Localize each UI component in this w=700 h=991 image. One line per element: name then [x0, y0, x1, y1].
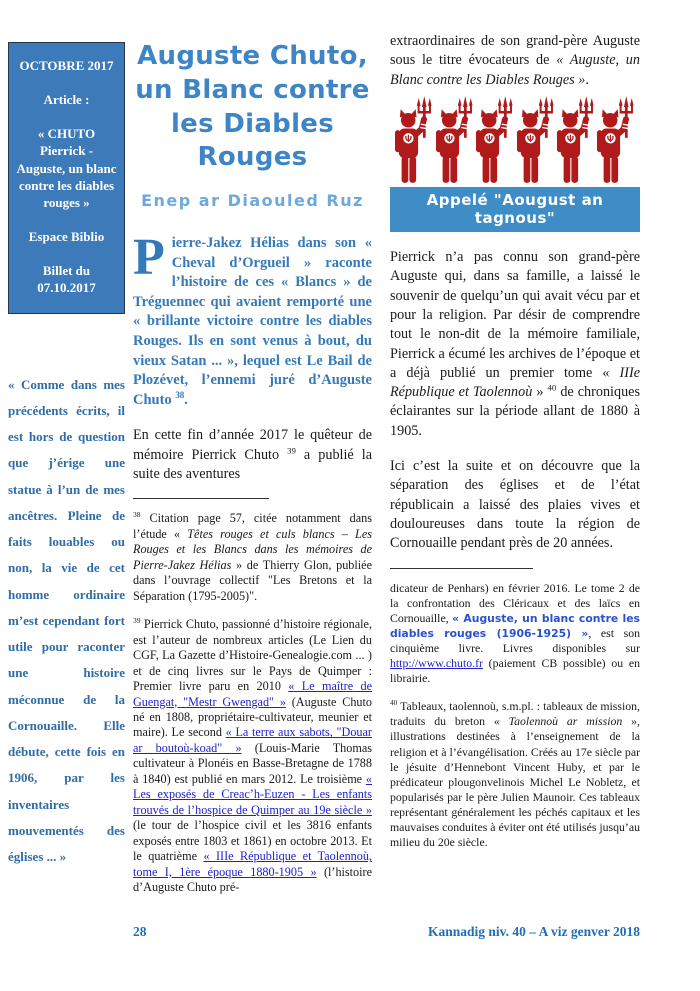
devil-figure-icon — [476, 96, 513, 184]
footnote-40-term: Taolennoù ar mission — [508, 714, 623, 729]
footnote-40 — [390, 699, 640, 850]
paragraph-4-text-end: de chroniques éclairantes sur la période allant de 1880 à 1905. — [390, 384, 640, 439]
paragraph-2-text-end: a publié la suite des aventures — [133, 446, 372, 482]
devil-figure-icon — [597, 96, 634, 184]
paragraph-4-book-title: IIIe République et Taolennoù — [390, 364, 640, 401]
footer-issue-line: Kannadig niv. 40 – A viz genver 2018 — [427, 924, 640, 939]
footnote-39-cont-text: dicateur de Penhars) en février 2016. Le tome 2 de la confrontation des Cléricaux et des laïcs en Cornouaille, — [390, 580, 640, 625]
paragraph-3-book-title: « Auguste, un Blanc contre les Diables Rouges » — [390, 52, 640, 88]
page-footer — [133, 924, 640, 940]
paragraph-5: Ici c’est la suite et on découvre que la séparation des églises et de l’état républicain a laissé des plaies vives et douloureuses dans toute la région de Cornouaille pendant près de 20 années. — [390, 458, 640, 552]
footnote-38-text-end: » de Thierry Glon, publiée dans l’ouvrage collectif "Les Bretons et la Séparation (1795-2005)". — [133, 557, 372, 603]
footnote-ref-39: 39 — [287, 444, 296, 455]
footnote-38 — [133, 511, 372, 604]
footnote-39-cont-text-end: (paiement CB possible) ou en librairie. — [390, 656, 640, 686]
paragraph-3 — [390, 32, 640, 90]
lead-text: ierre-Jakez Hélias dans son « Cheval d’Orgueil » raconte l’histoire de ces « Blancs » de Tréguennec qui avaient remporté une « brillante victoire contre les diables Rouges. Ils en sont venus à bout, du vieux Satan ... », lequel est Le Bail de Plozévet, l’ennemi juré d’Auguste Chuto — [133, 235, 372, 408]
article-reference: « CHUTO Pierrick - Auguste, un blanc contre les diables rouges » — [16, 126, 117, 210]
book-title-highlight: « Auguste, un blanc contre les diables rouges (1906-1925) » — [390, 611, 640, 640]
footnote-separator — [390, 568, 533, 569]
caption-banner: Appelé "Aougust an tagnous" — [390, 187, 640, 232]
footnote-40-text: Tableaux, taolennoù, s.m.pl. : tableaux de mission, traduits du breton « — [390, 699, 640, 729]
billet-date: Billet du 07.10.2017 — [37, 263, 96, 296]
footnote-39-marker: 39 — [133, 616, 141, 626]
footnote-40-text-end: », illustrations destinées à l’enseignement de la religion et à l’évangélisation. Créés au 17e siècle par le jésuite d’Hennebont Vincent Huby, et par le prédicateur plougonvelinois Michel Le Nobletz, et popularisés par le père Julien Maunoir. Ces tableaux représentant généralement les péchés capitaux et les mauvaises conduites à éviter ont été utilisés jusqu’au milieu du 20e siècle. — [390, 714, 641, 850]
footnote-39-continued — [390, 581, 640, 687]
paragraph-4-text: Pierrick n’a pas connu son grand-père Auguste qui, dans sa famille, a laissé le souvenir de quelqu’un qui avait vécu par et pour la religion. Par désir de comprendre tout le non-dit de la mémoire familiale, Pierrick a écumé les archives de l’époque et a déjà publié un premier tome « — [390, 248, 640, 381]
page-number: 28 — [133, 924, 147, 939]
footnote-39-text: (l’histoire d’Auguste Chuto pré- — [133, 864, 373, 895]
section-name: Espace Biblio — [28, 229, 105, 245]
devil-figure-icon — [436, 96, 473, 184]
paragraph-2-text: En cette fin d’année 2017 le quêteur de mémoire Pierrick Chuto — [133, 427, 372, 463]
article-subtitle: Enep ar Diaouled Ruz — [141, 191, 364, 211]
footnote-ref-38: 38 — [175, 389, 185, 400]
chuto-website-link[interactable]: http://www.chuto.fr — [390, 656, 483, 671]
footnote-38-book-title: Têtes rouges et culs blancs – Les Rouges et les Blancs dans les mémoires de Pierre-Jakez Hélias — [133, 526, 372, 572]
article-label: Article : — [43, 92, 90, 108]
paragraph-2 — [133, 426, 372, 484]
main-column — [133, 40, 372, 909]
book-link-3e-republique[interactable]: « IIIe République et Taolennoù, tome I, 1ère époque 1880-1905 » — [133, 849, 372, 879]
paragraph-3-text-end: . — [585, 71, 589, 88]
footnote-39-cont-text: , est son cinquième livre. Livres disponibles sur — [390, 625, 640, 655]
footnote-ref-40: 40 — [547, 382, 557, 393]
footnote-40-marker: 40 — [390, 698, 398, 708]
sidebar-quote: « Comme dans mes précédents écrits, il est hors de question que j’érige une statue à l’un de mes ancêtres. Pleine de faits louables ou non, la vie de cet homme ordinaire m’est cependant fort utile pour raconter une histoire méconnue de la Cornouaille. Elle débute, cette fois en 1906, par les inventaires mouvementés des églises ... » — [8, 376, 125, 865]
footnote-39-text: Pierrick Chuto, passionné d’histoire régionale, est l’auteur de nombreux articles (Le Lien du CGF, La Gazette d’Histoire-Genealogie.com ... ) et de cinq livres sur le Pays de Quimper : Premier livre paru en 2010 — [133, 617, 372, 694]
footnote-39-text: (le tour de l’hospice civil et les 3816 enfants exposés entre 1803 et 1861) en octobre 2013. Et le quatrième — [133, 818, 372, 864]
footnote-separator — [133, 498, 269, 499]
lead-paragraph — [133, 229, 372, 410]
devil-figure-icon — [557, 96, 594, 184]
paragraph-4 — [390, 248, 640, 441]
footnote-39-text: (Auguste Chuto né en 1808, propriétaire-cultivateur, meunier et maire). Le second — [133, 694, 372, 740]
book-link-exposes-creach-euzen[interactable]: « Les exposés de Creac’h-Euzen - Les enfants trouvés de l’hospice de Quimper au 19e siècle » — [133, 771, 372, 817]
footnote-38-marker: 38 — [133, 510, 141, 520]
devil-figure-icon — [395, 96, 432, 184]
right-column — [390, 32, 640, 863]
article-title: Auguste Chuto, un Blanc contre les Diables Rouges — [135, 41, 370, 173]
devil-figure-icon — [517, 96, 554, 184]
footnote-38-text: Citation page 57, citée notamment dans l’étude « — [133, 511, 372, 541]
paragraph-3-text: extraordinaires de son grand-père Auguste sous le titre évocateurs de — [390, 33, 640, 69]
lead-text-end: . — [184, 391, 188, 408]
devils-illustration — [390, 96, 640, 184]
book-link-maitre-de-guengat[interactable]: « Le maître de Guengat, "Mestr Gwengad" » — [133, 679, 372, 709]
sidebar — [8, 42, 125, 870]
issue-date: OCTOBRE 2017 — [19, 58, 114, 73]
footnote-39-text: (Louis-Marie Thomas cultivateur à Plonéis en Basse-Bretagne de 1788 à 1840) est publié en mars 2012. Le troisième — [133, 740, 372, 786]
paragraph-4-text: » — [532, 384, 548, 401]
footnote-39 — [133, 617, 372, 896]
sidebar-info-box — [8, 42, 125, 314]
book-link-terre-aux-sabots[interactable]: « La terre aux sabots, "Douar ar boutoù-koad" » — [133, 725, 372, 755]
drop-cap: P — [133, 229, 165, 287]
